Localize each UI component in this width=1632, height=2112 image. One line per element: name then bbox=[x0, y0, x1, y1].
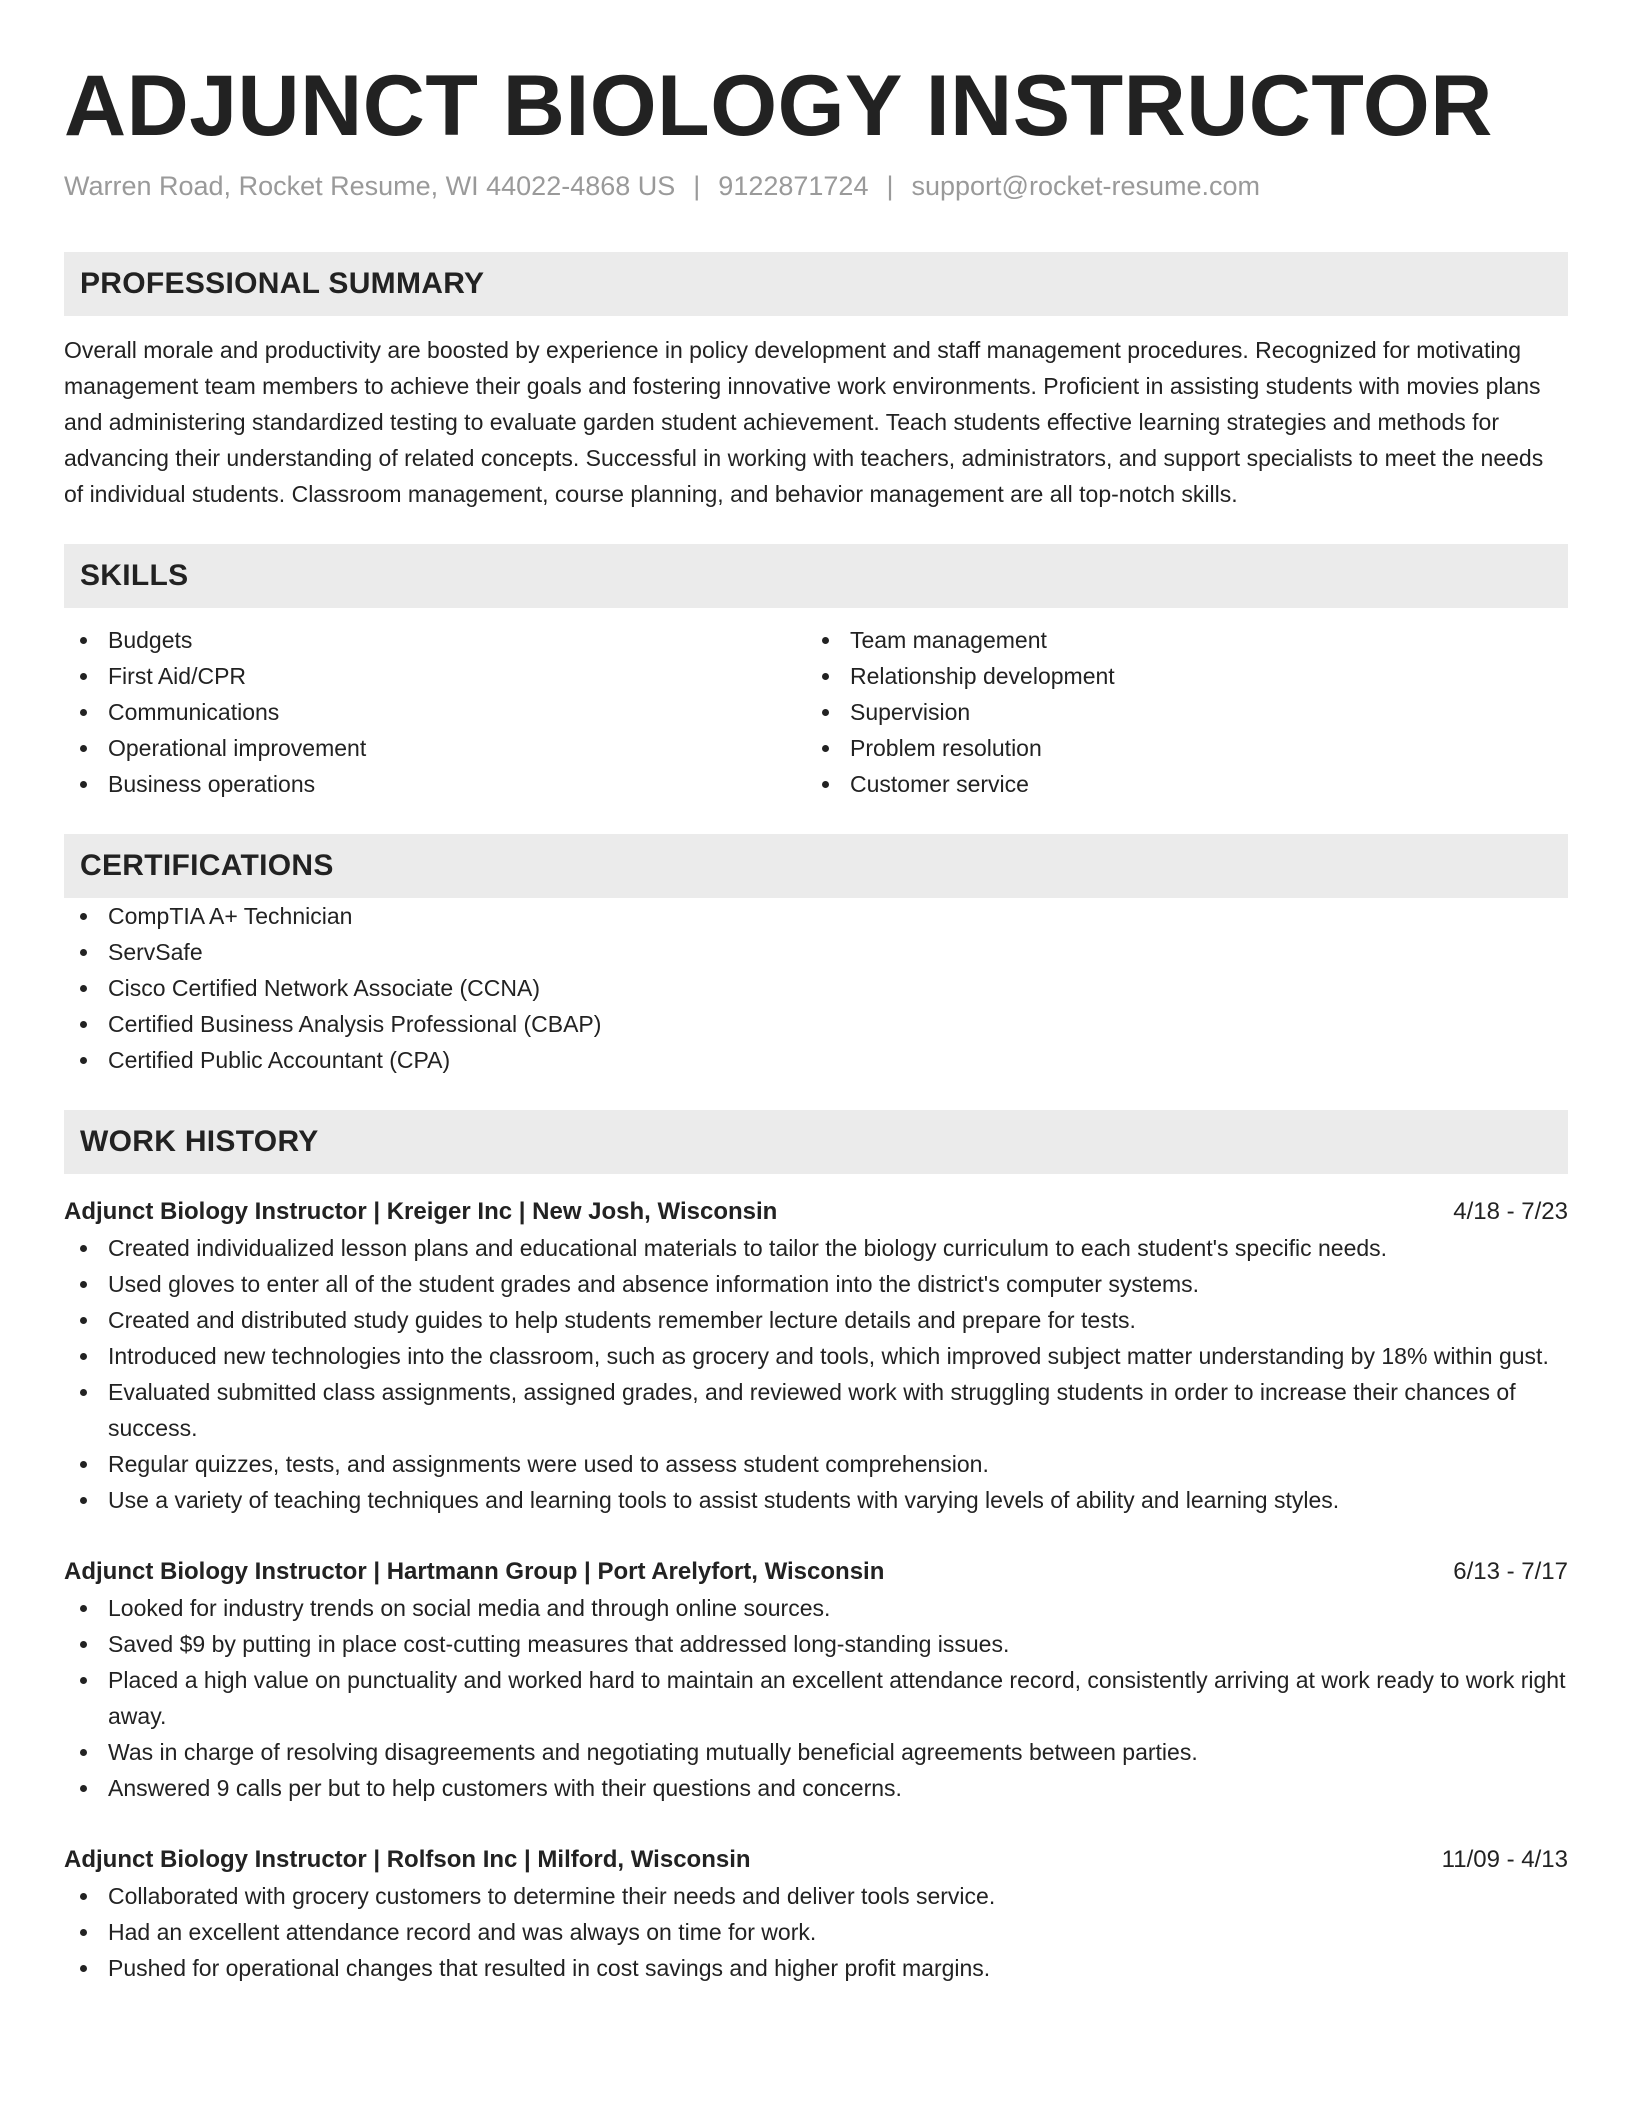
resume-page bbox=[64, 0, 1568, 1986]
skill-item: Operational improvement bbox=[64, 730, 806, 766]
contact-address: Warren Road, Rocket Resume, WI 44022-4868 US bbox=[64, 171, 676, 201]
job-entry bbox=[64, 1194, 1568, 1518]
summary-text: Overall morale and productivity are boosted by experience in policy development and staff management procedures. Recognized for motivating management team members to achieve their goals and fostering innovative work environments. Proficient in assisting students with movies plans and administering standardized testing to evaluate garden student achievement. Teach students effective learning strategies and methods for advancing their understanding of related concepts. Successful in working with teachers, administrators, and support specialists to meet the needs of individual students. Classroom management, course planning, and behavior management are all top-notch skills. bbox=[64, 337, 1544, 507]
skills-grid bbox=[64, 622, 1568, 802]
job-dates: 4/18 - 7/23 bbox=[1453, 1198, 1568, 1225]
section-header-skills: SKILLS bbox=[64, 544, 1568, 608]
job-bullet-list bbox=[64, 1230, 1568, 1518]
job-bullet-list bbox=[64, 1590, 1568, 1806]
certification-item: Certified Business Analysis Professional (CBAP) bbox=[64, 1006, 1568, 1042]
contact-separator: | bbox=[886, 171, 894, 201]
job-bullet: Used gloves to enter all of the student grades and absence information into the district's computer systems. bbox=[64, 1266, 1568, 1302]
skill-item: Budgets bbox=[64, 622, 806, 658]
job-bullet: Pushed for operational changes that resulted in cost savings and higher profit margins. bbox=[64, 1950, 1568, 1986]
job-entry bbox=[64, 1554, 1568, 1806]
skill-item: Supervision bbox=[806, 694, 1548, 730]
section-header-work-history: WORK HISTORY bbox=[64, 1110, 1568, 1174]
job-bullet: Placed a high value on punctuality and worked hard to maintain an excellent attendance record, consistently arriving at work ready to work right away. bbox=[64, 1662, 1568, 1734]
skills-column-right bbox=[806, 622, 1548, 802]
job-bullet: Answered 9 calls per but to help customers with their questions and concerns. bbox=[64, 1770, 1568, 1806]
job-bullet: Saved $9 by putting in place cost-cutting measures that addressed long-standing issues. bbox=[64, 1626, 1568, 1662]
skill-item: Problem resolution bbox=[806, 730, 1548, 766]
skills-list-right bbox=[806, 622, 1548, 802]
skill-item: Customer service bbox=[806, 766, 1548, 802]
certification-item: Cisco Certified Network Associate (CCNA) bbox=[64, 970, 1568, 1006]
job-title: Adjunct Biology Instructor | Kreiger Inc | New Josh, Wisconsin bbox=[64, 1198, 778, 1225]
job-entry bbox=[64, 1842, 1568, 1986]
skill-item: First Aid/CPR bbox=[64, 658, 806, 694]
job-bullet: Collaborated with grocery customers to determine their needs and deliver tools service. bbox=[64, 1878, 1568, 1914]
job-dates: 11/09 - 4/13 bbox=[1441, 1846, 1568, 1873]
skills-list-left bbox=[64, 622, 806, 802]
job-bullet-list bbox=[64, 1878, 1568, 1986]
skills-column-left bbox=[64, 622, 806, 802]
contact-email: support@rocket-resume.com bbox=[911, 171, 1261, 201]
certification-item: Certified Public Accountant (CPA) bbox=[64, 1042, 1568, 1078]
job-bullet: Looked for industry trends on social media and through online sources. bbox=[64, 1590, 1568, 1626]
contact-separator: | bbox=[693, 171, 701, 201]
contact-line bbox=[64, 168, 1568, 204]
contact-phone: 9122871724 bbox=[718, 171, 869, 201]
skill-item: Business operations bbox=[64, 766, 806, 802]
skill-item: Communications bbox=[64, 694, 806, 730]
section-header-summary: PROFESSIONAL SUMMARY bbox=[64, 252, 1568, 316]
job-bullet: Created individualized lesson plans and educational materials to tailor the biology curriculum to each student's specific needs. bbox=[64, 1230, 1568, 1266]
certification-item: CompTIA A+ Technician bbox=[64, 898, 1568, 934]
job-header bbox=[64, 1194, 1568, 1230]
section-header-certifications: CERTIFICATIONS bbox=[64, 834, 1568, 898]
certifications-list bbox=[64, 898, 1568, 1078]
job-bullet: Evaluated submitted class assignments, assigned grades, and reviewed work with struggling students in order to increase their chances of success. bbox=[64, 1374, 1568, 1446]
job-bullet: Introduced new technologies into the classroom, such as grocery and tools, which improved subject matter understanding by 18% within gust. bbox=[64, 1338, 1568, 1374]
job-dates: 6/13 - 7/17 bbox=[1453, 1558, 1568, 1585]
job-title: Adjunct Biology Instructor | Rolfson Inc | Milford, Wisconsin bbox=[64, 1846, 751, 1873]
job-bullet: Was in charge of resolving disagreements and negotiating mutually beneficial agreements between parties. bbox=[64, 1734, 1568, 1770]
job-bullet: Use a variety of teaching techniques and learning tools to assist students with varying levels of ability and learning styles. bbox=[64, 1482, 1568, 1518]
skill-item: Relationship development bbox=[806, 658, 1548, 694]
job-header bbox=[64, 1554, 1568, 1590]
job-bullet: Regular quizzes, tests, and assignments were used to assess student comprehension. bbox=[64, 1446, 1568, 1482]
skill-item: Team management bbox=[806, 622, 1548, 658]
job-bullet: Had an excellent attendance record and was always on time for work. bbox=[64, 1914, 1568, 1950]
job-bullet: Created and distributed study guides to help students remember lecture details and prepare for tests. bbox=[64, 1302, 1568, 1338]
job-header bbox=[64, 1842, 1568, 1878]
resume-name: ADJUNCT BIOLOGY INSTRUCTOR bbox=[64, 58, 1493, 154]
job-title: Adjunct Biology Instructor | Hartmann Group | Port Arelyfort, Wisconsin bbox=[64, 1558, 885, 1585]
certification-item: ServSafe bbox=[64, 934, 1568, 970]
